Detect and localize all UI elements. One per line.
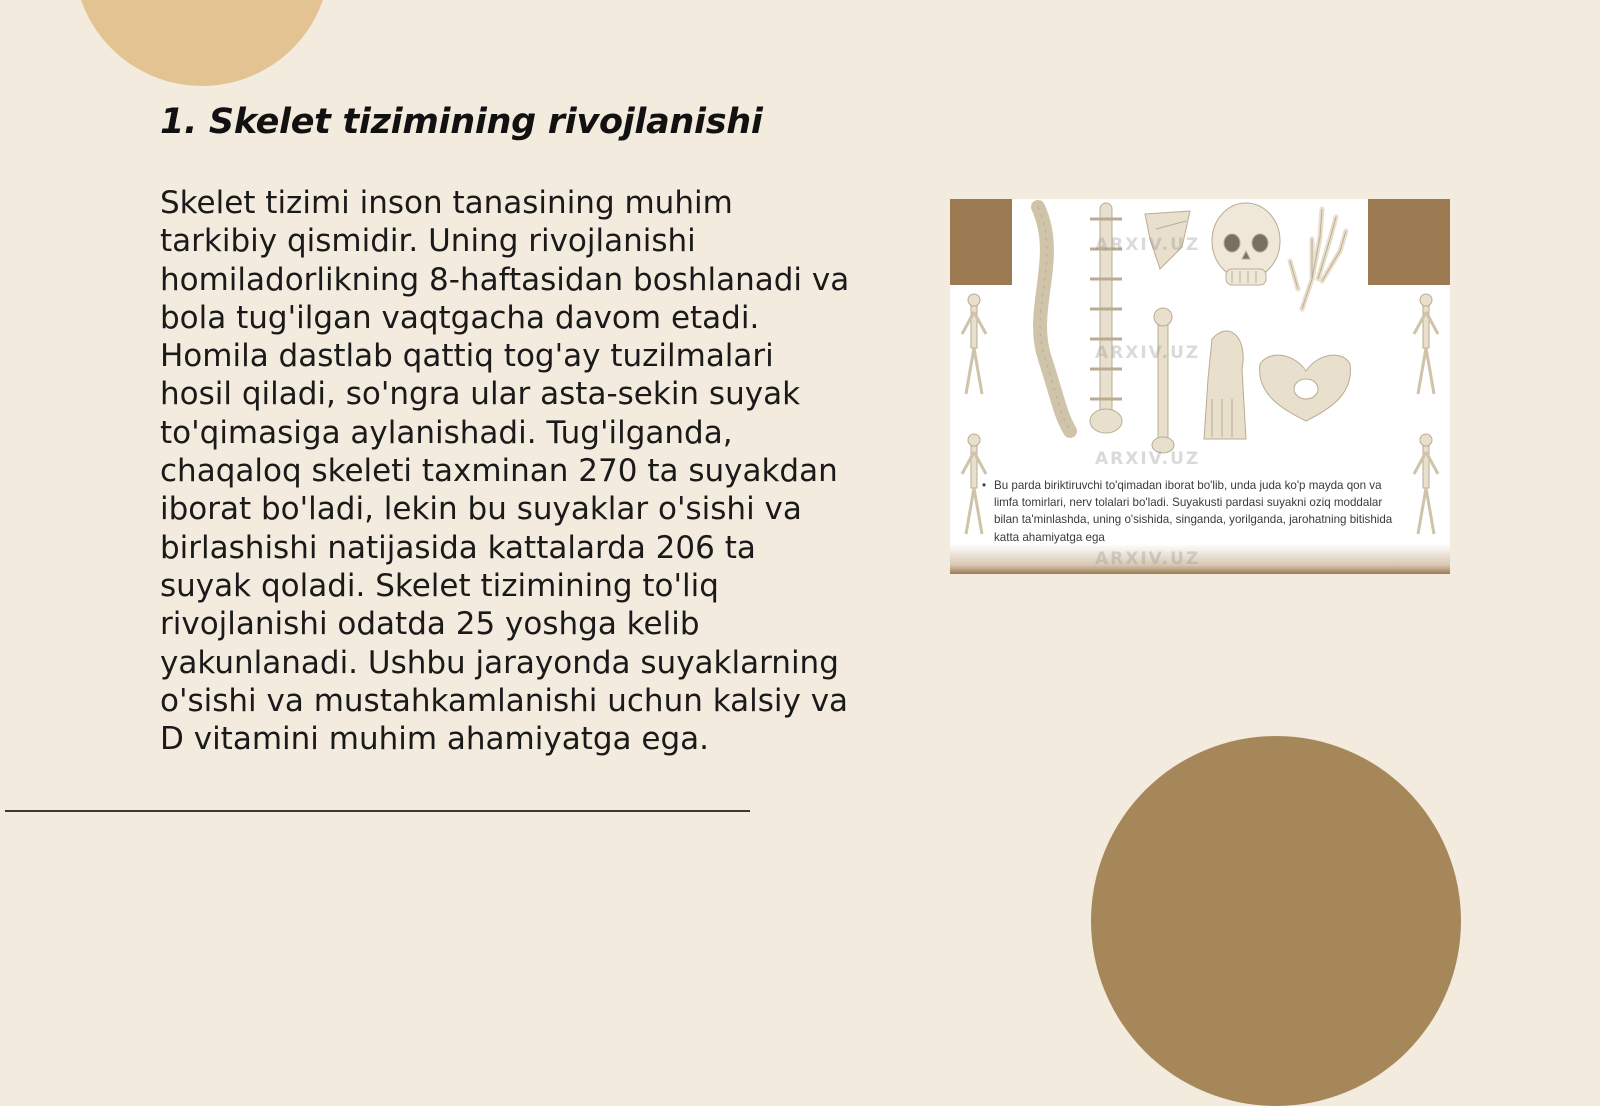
watermark-text: ARXIV.UZ (1095, 449, 1201, 469)
watermark-text: ARXIV.UZ (1095, 549, 1201, 569)
slide-body-text: Skelet tizimi inson tanasining muhim tarkibiy qismidir. Uning rivojlanishi homiladorlikning 8-haftasidan boshlanadi va bola tug'ilgan vaqtgacha davom etadi. Homila dastlab qattiq tog'ay tuzilmalari hosil qiladi, so'ngra ular asta-sekin suyak to'qimasiga aylanishadi. Tug'ilganda, chaqaloq skeleti taxminan 270 ta suyakdan iborat bo'ladi, lekin bu suyaklar o'sishi va birlashishi natijasida kattalarda 206 ta suyak qoladi. Skelet tizimining to'liq rivojlanishi odatda 25 yoshga kelib yakunlanadi. Ushbu jarayonda suyaklarning o'sishi va mustahkamlanishi uchun kalsiy va D vitamini muhim ahamiyatga ega. (160, 185, 850, 758)
image-caption (982, 477, 1394, 546)
watermark-text: ARXIV.UZ (1095, 235, 1201, 255)
pelvis-icon (1260, 355, 1351, 421)
decorative-circle-top (74, 0, 330, 86)
femur-icon (1152, 308, 1174, 453)
skull-icon (1212, 203, 1280, 285)
divider-line (5, 810, 750, 812)
decorative-circle-bottom (1091, 736, 1461, 1106)
slide-title: 1. Skelet tizimining rivojlanishi (160, 102, 763, 142)
skeleton-illustration (950, 199, 1450, 574)
bullet-point: • (982, 479, 987, 492)
watermark-text: ARXIV.UZ (1095, 343, 1201, 363)
hand-bones-icon (1290, 209, 1346, 309)
image-caption-text: Bu parda biriktiruvchi to'qimadan iborat bo'lib, unda juda ko'p mayda qon va limfa tomirlari, nerv tolalari bo'ladi. Suyakusti pardasi suyakni oziq moddalar bilan ta'minlashda, uning o'sishida, singanda, yorilganda, jarohatning bitishida katta ahamiyatga ega (994, 479, 1393, 544)
foot-bones-icon (1204, 331, 1246, 439)
spine-icon (1038, 207, 1070, 431)
